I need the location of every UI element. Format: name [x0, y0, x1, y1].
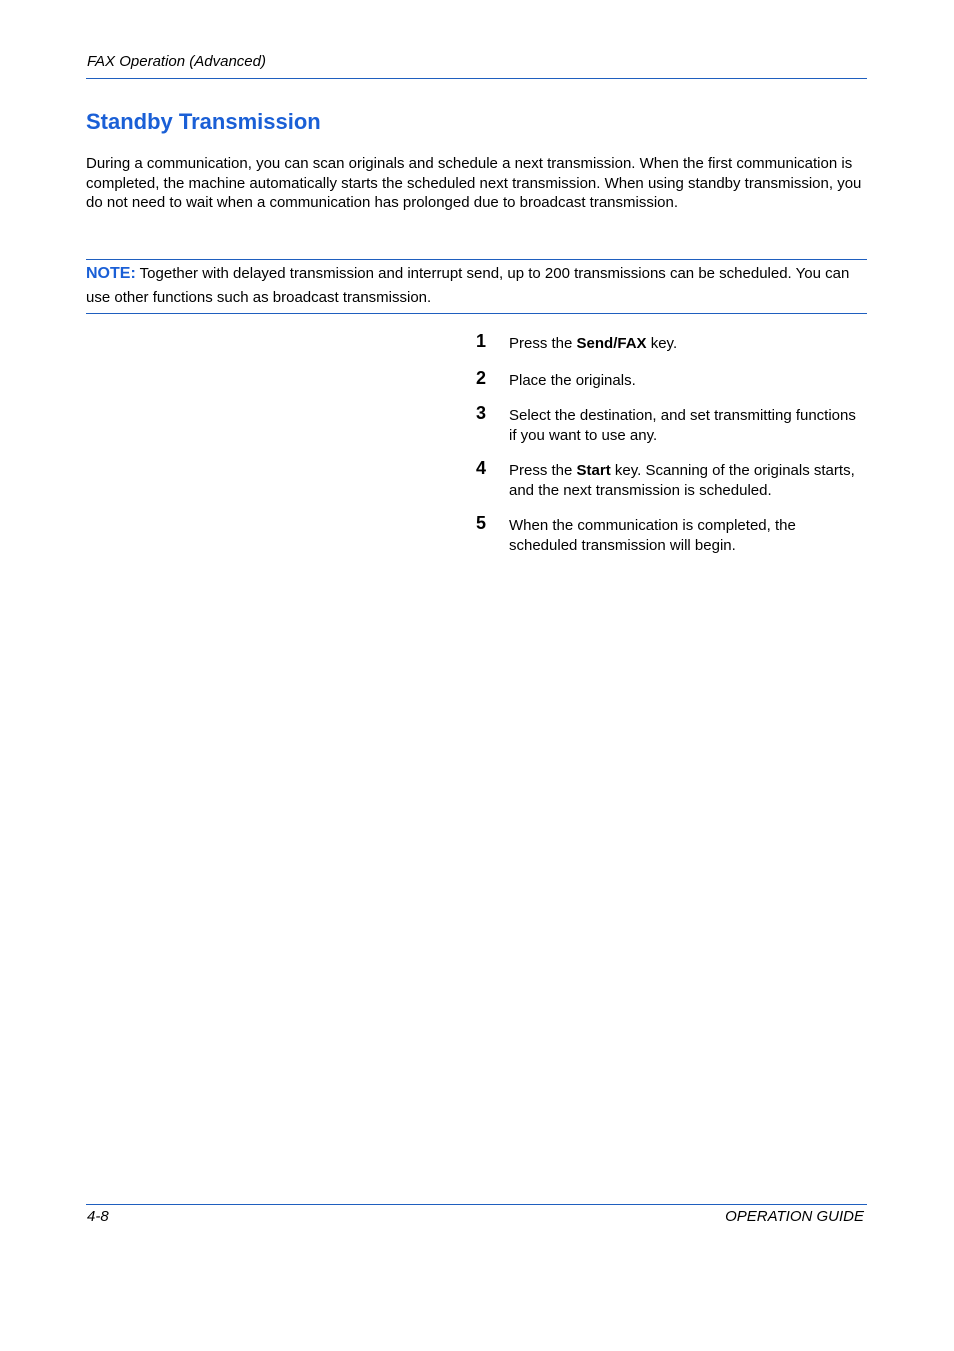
step-number: 5: [476, 513, 487, 533]
note-top-rule: [86, 259, 867, 260]
step-number: 2: [476, 367, 487, 388]
procedure-steps: [476, 331, 856, 555]
step-text: When the communication is completed, the scheduled transmission will begin.: [509, 517, 796, 554]
step-number: 4: [476, 458, 487, 478]
step-text: Select the destination, and set transmitting functions if you want to use any.: [509, 407, 856, 444]
note-box: [86, 262, 876, 310]
step-4: [476, 458, 856, 500]
footer-rule: [86, 1204, 867, 1205]
key-name-send-fax: Send/FAX: [576, 335, 647, 352]
intro-paragraph: During a communication, you can scan originals and schedule a next transmission. When the first communication is completed, the machine automatically starts the scheduled next transmission. When using standby transmission, you do not need to wait when a communication has prolonged due to broadcast transmission.: [86, 155, 862, 211]
step-text-end: key. Scanning of the originals starts, and the next transmission is scheduled.: [509, 462, 855, 499]
note-bottom-rule: [86, 313, 867, 314]
step-text: Press the: [509, 335, 577, 352]
step-3: [476, 403, 856, 445]
step-2: [476, 367, 856, 391]
key-name-start: Start: [576, 462, 611, 479]
page-number: 4-8: [87, 1208, 109, 1225]
step-text: Place the originals.: [509, 371, 636, 389]
note-text: Together with delayed transmission and interrupt send, up to 200 transmissions can be scheduled. You can use other functions such as broadcast transmission.: [86, 265, 850, 306]
step-5: [476, 513, 856, 555]
step-1: [476, 331, 856, 354]
step-text-end: key.: [646, 335, 678, 352]
guide-name: OPERATION GUIDE: [725, 1208, 864, 1225]
header-rule: [86, 78, 867, 79]
step-number: 1: [476, 331, 487, 351]
page-title: Standby Transmission: [86, 109, 321, 134]
note-label: NOTE:: [86, 265, 136, 282]
step-text: Press the: [509, 462, 577, 479]
step-number: 3: [476, 403, 487, 423]
running-header: FAX Operation (Advanced): [87, 53, 266, 70]
